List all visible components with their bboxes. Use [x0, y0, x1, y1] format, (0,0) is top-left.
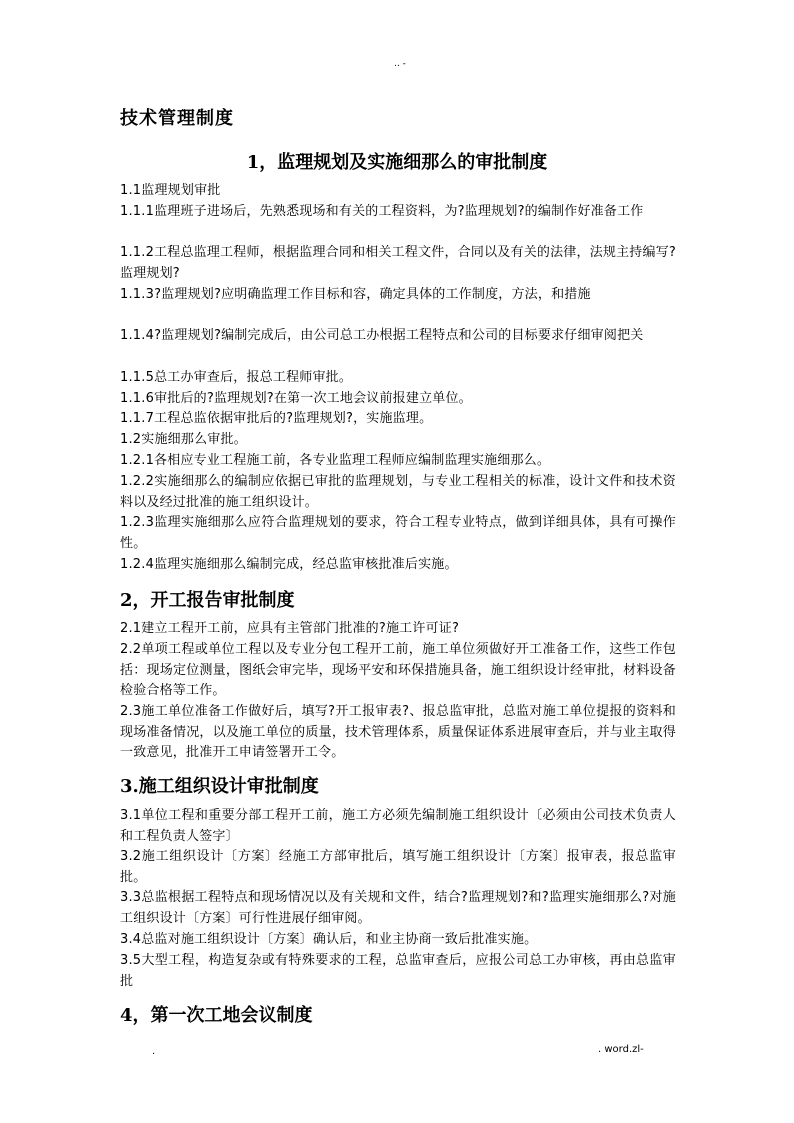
footer-left-mark: .: [152, 1046, 156, 1057]
paragraph-1-2-2: 1.2.2实施细那么的编制应依据已审批的监理规划，与专业工程相关的标准，设计文件和技术资料以及经过批准的施工组织设计。: [120, 474, 676, 510]
section-1-title: 1，监理规划及实施细那么的审批制度: [246, 152, 548, 173]
paragraph-1-2-4: 1.2.4监理实施细那么编制完成，经总监审核批准后实施。: [120, 557, 458, 572]
paragraph-1-2-1: 1.2.1各相应专业工程施工前，各专业监理工程师应编制监理实施细那么。: [120, 453, 551, 468]
paragraph-1-1-5: 1.1.5总工办审查后，报总工程师审批。: [120, 370, 353, 385]
paragraph-1-1-1: 1.1.1监理班子进场后，先熟悉现场和有关的工程资料，为?监理规划?的编制作好准备工作: [120, 204, 644, 219]
footer-right-text: . word.zl-: [598, 1044, 644, 1055]
paragraph-1-1-6: 1.1.6审批后的?监理规划?在第一次工地会议前报建立单位。: [120, 391, 472, 406]
paragraph-1-1-3: 1.1.3?监理规划?应明确监理工作目标和容，确定具体的工作制度，方法，和措施: [120, 287, 591, 302]
header-mark: .. -: [394, 59, 406, 69]
paragraph-1-1-2: 1.1.2工程总监理工程师，根据监理合同和相关工程文件，合同以及有关的法律，法规主持编写?监理规划?: [120, 245, 676, 281]
paragraph-3-1: 3.1单位工程和重要分部工程开工前，施工方必须先编制施工组织设计〔必须由公司技术负责人和工程负责人签字〕: [120, 808, 676, 844]
section-4-title: 4，第一次工地会议制度: [120, 1005, 313, 1026]
paragraph-2-3: 2.3施工单位准备工作做好后，填写?开工报审表?、报总监审批，总监对施工单位提报的资料和现场准备情况，以及施工单位的质量，技术管理体系，质量保证体系进展审查后，并与业主取得一致意见，批准开工申请签署开工令。: [120, 704, 676, 760]
paragraph-1-1: 1.1监理规划审批: [120, 183, 221, 198]
paragraph-2-2: 2.2单项工程或单位工程以及专业分包工程开工前，施工单位须做好开工准备工作，这些工作包括：现场定位测量，图纸会审完毕，现场平安和环保措施具备，施工组织设计经审批，材料设备检验合格等工作。: [120, 642, 676, 698]
section-3-title: 3.施工组织设计审批制度: [120, 776, 319, 797]
paragraph-3-2: 3.2施工组织设计〔方案〕经施工方部审批后，填写施工组织设计〔方案〕报审表，报总监审批。: [120, 849, 676, 885]
paragraph-3-4: 3.4总监对施工组织设计〔方案〕确认后，和业主协商一致后批准实施。: [120, 932, 538, 947]
paragraph-1-2: 1.2实施细那么审批。: [120, 432, 247, 447]
section-2-title: 2，开工报告审批制度: [120, 590, 295, 611]
paragraph-1-1-4: 1.1.4?监理规划?编制完成后，由公司总工办根据工程特点和公司的目标要求仔细审阅把关: [120, 328, 644, 343]
paragraph-1-2-3: 1.2.3监理实施细那么应符合监理规划的要求，符合工程专业特点，做到详细具体，具有可操作性。: [120, 515, 676, 551]
document-title: 技术管理制度: [120, 108, 234, 129]
paragraph-1-1-7: 1.1.7工程总监依据审批后的?监理规划?，实施监理。: [120, 411, 433, 426]
paragraph-3-3: 3.3总监根据工程特点和现场情况以及有关规和文件，结合?监理规划?和?监理实施细那么?对施工组织设计〔方案〕可行性进展仔细审阅。: [120, 890, 676, 926]
paragraph-3-5: 3.5大型工程，构造复杂或有特殊要求的工程，总监审查后，应报公司总工办审核，再由总监审批: [120, 953, 676, 989]
paragraph-2-1: 2.1建立工程开工前，应具有主管部门批准的?施工许可证?: [120, 621, 460, 636]
